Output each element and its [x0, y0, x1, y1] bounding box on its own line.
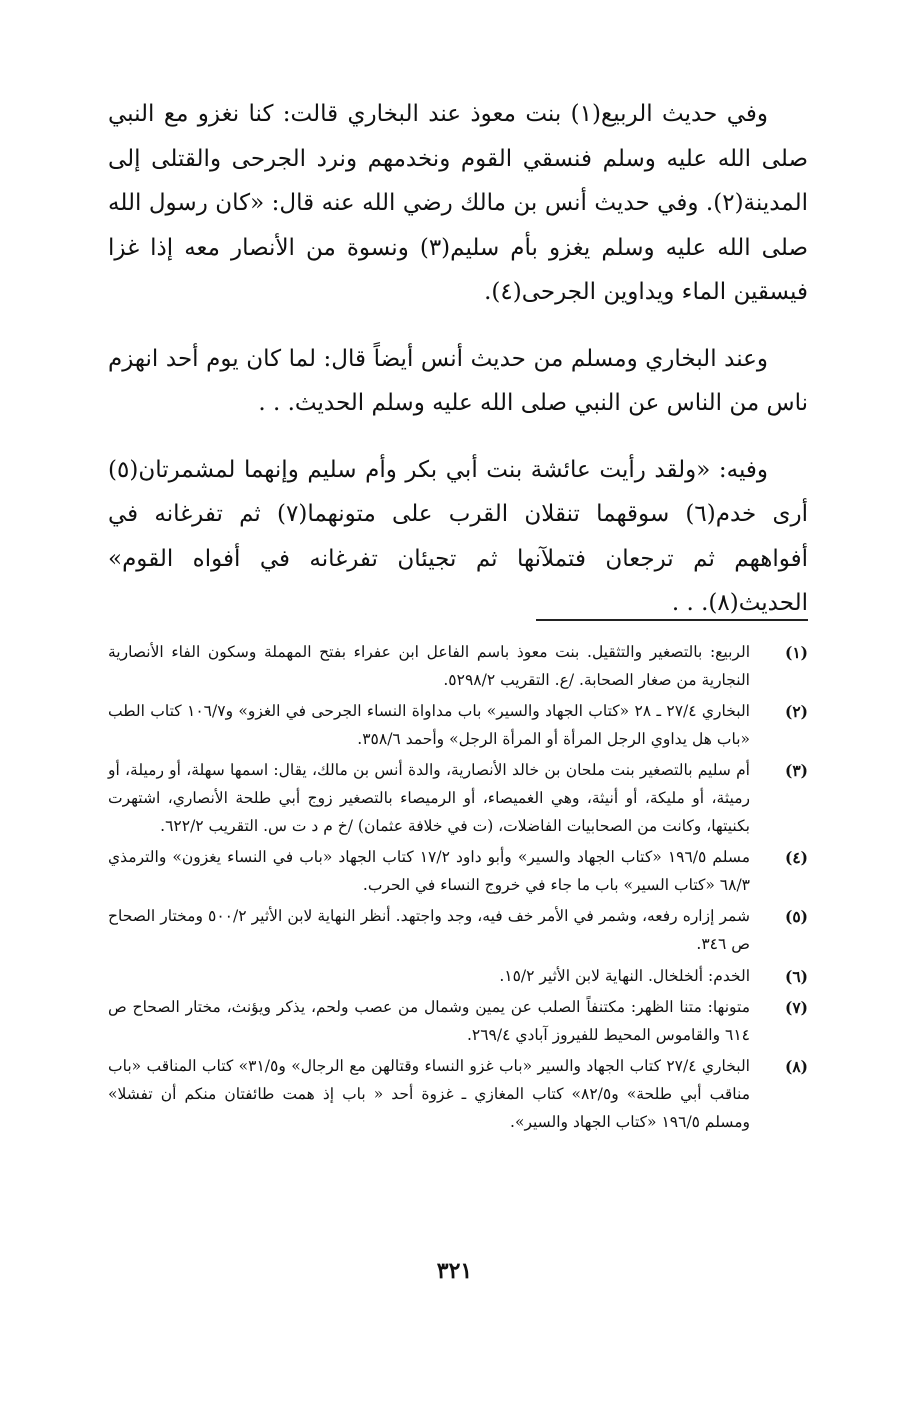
paragraph-1: وفي حديث الربيع(١) بنت معوذ عند البخاري قالت: كنا نغزو مع النبي صلى الله عليه وسلم فنسقي القوم ونخدمهم ونرد الجرحى والقتلى إلى المدينة(٢). وفي حديث أنس بن مالك رضي الله عنه قال: «كان رسول الله صلى الله عليه وسلم يغزو بأم سليم(٣) ونسوة من الأنصار معه إذا غزا فيسقين الماء ويداوين الجرحى(٤).: [108, 101, 808, 305]
page-number: ٣٢١: [436, 1258, 473, 1284]
footnote-item: [108, 1053, 808, 1136]
footnote-number: (١): [784, 643, 808, 662]
footnote-number: (٤): [784, 848, 808, 868]
footnote-text: البخاري ٢٧/٤ ـ ٢٨ «كتاب الجهاد والسير» باب مداواة النساء الجرحى في الغزو» و١٠٦/٧ كتاب الطب «باب هل يداوي الرجل المرأة أو المرأة الرجل» وأحمد ٣٥٨/٦.: [108, 702, 750, 748]
main-text: [108, 92, 808, 626]
footnote-item: [108, 698, 808, 753]
footnote-text: الخدم: ألخلخال. النهاية لابن الأثير ١٥/٢.: [499, 966, 750, 985]
footnote-text: البخاري ٢٧/٤ كتاب الجهاد والسير «باب غزو النساء وقتالهن مع الرجال» و٣١/٥» كتاب المناقب «باب مناقب أبي طلحة» و٨٢/٥» كتاب المغازي ـ غزوة أحد « باب إذ همت طائفتان منكم أن تفشلا» ومسلم ١٩٦/٥ «كتاب الجهاد والسير».: [108, 1057, 750, 1131]
footnote-text: أم سليم بالتصغير بنت ملحان بن خالد الأنصارية، والدة أنس بن مالك، يقال: اسمها سهلة، أو رميلة، أو رميثة، أو مليكة، أو أنيثة، وهي الغميصاء، أو الرميصاء بالتصغير زوج أبي طلحة الأنصاري، اشتهرت بكنيتها، وكانت من الصحابيات الفاضلات، (ت في خلافة عثمان) /خ م د ت س. التقريب ٦٢٢/٢.: [108, 761, 750, 835]
footnote-text: مسلم ١٩٦/٥ «كتاب الجهاد والسير» وأبو داود ١٧/٢ كتاب الجهاد «باب في النساء يغزون» والترمذي ٦٨/٣ «كتاب السير» باب ما جاء في خروج النساء في الحرب.: [108, 848, 750, 894]
footnote-number: (٦): [784, 966, 808, 986]
footnote-text: الربيع: بالتصغير والتثقيل. بنت معوذ باسم الفاعل ابن عفراء بفتح المهملة وسكون الفاء الأنصارية النجارية من صغار الصحابة. /ع. التقريب ٥٢٩٨/٢.: [108, 643, 750, 689]
footnote-number: (٣): [784, 761, 808, 781]
footnote-text: متونها: متنا الظهر: مكتنفاً الصلب عن يمين وشمال من عصب ولحم، يذكر ويؤنث، مختار الصحاح ص ٦١٤ والقاموس المحيط للفيروز آبادي ٢٦٩/٤.: [108, 998, 750, 1044]
footnote-item: [108, 903, 808, 958]
footnote-number: (٨): [784, 1057, 808, 1077]
footnote-item: [108, 757, 808, 840]
footnote-item: [108, 844, 808, 899]
footnote-number: (٧): [784, 998, 808, 1018]
footnote-item: [108, 994, 808, 1049]
footnote-item: [108, 639, 808, 694]
paragraph-3: وفيه: «ولقد رأيت عائشة بنت أبي بكر وأم سليم وإنهما لمشمرتان(٥) أرى خدم(٦) سوقهما تنقلان القرب على متونهما(٧) ثم تفرغانه في أفواههم ثم ترجعان فتملآنها ثم تجيئان تفرغانه في أفواه القوم» الحديث(٨). . .: [108, 456, 808, 616]
footnotes-list: [108, 639, 808, 1140]
paragraph-2: وعند البخاري ومسلم من حديث أنس أيضاً قال: لما كان يوم أحد انهزم ناس من الناس عن النبي صلى الله عليه وسلم الحديث. . .: [108, 345, 808, 416]
footnote-separator: [536, 619, 808, 621]
footnote-item: [108, 963, 808, 991]
footnote-text: شمر إزاره رفعه، وشمر في الأمر خف فيه، وجد واجتهد. أنظر النهاية لابن الأثير ٥٠٠/٢ ومختار الصحاح ص ٣٤٦.: [108, 907, 750, 953]
footnote-number: (٢): [784, 702, 808, 722]
footnote-number: (٥): [784, 907, 808, 927]
